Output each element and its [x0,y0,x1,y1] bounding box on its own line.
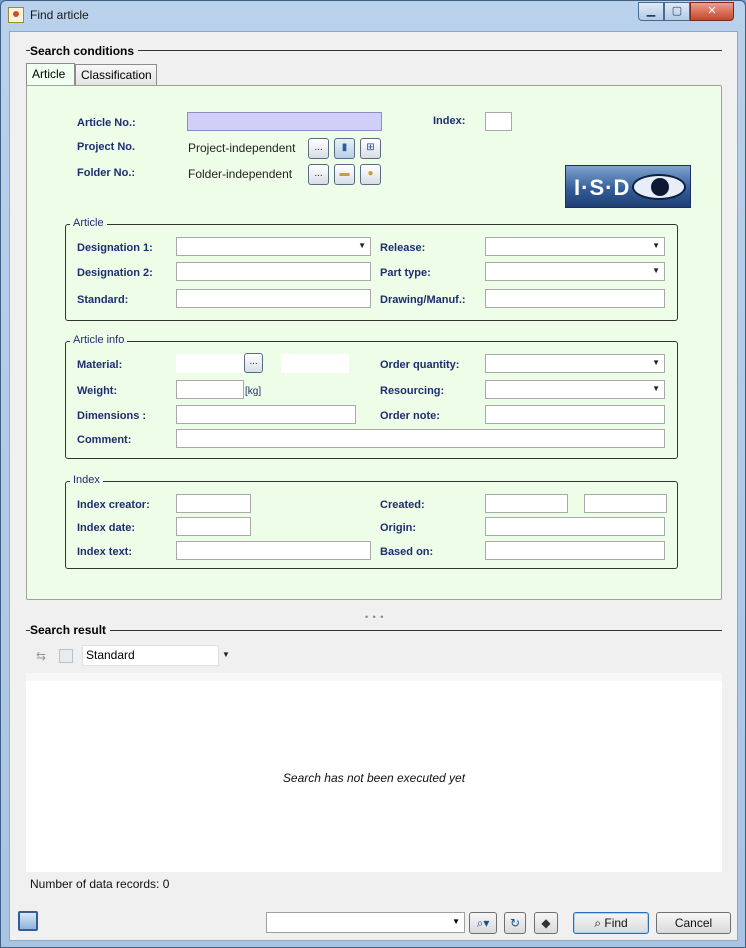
material-extra-input[interactable] [281,354,349,373]
weight-input[interactable] [176,380,244,399]
result-empty-message: Search has not been executed yet [282,771,466,785]
article-info-group-title: Article info [70,334,127,346]
close-button[interactable]: ✕ [690,2,734,21]
folder-no-label: Folder No.: [77,167,136,179]
tab-article[interactable]: Article [26,63,75,86]
eye-icon [632,174,686,200]
origin-input[interactable] [485,517,665,536]
weight-unit: [kg] [245,386,262,397]
material-browse-button[interactable]: ... [244,353,263,373]
material-label: Material: [77,359,123,371]
refresh-icon[interactable]: ↻ [504,912,526,934]
find-label: Find [604,916,628,930]
standard-label: Standard: [77,294,129,306]
article-panel [26,85,722,600]
project-browse-button[interactable]: ... [308,138,329,159]
eraser-icon[interactable]: ◆ [534,912,558,934]
index-group-title: Index [70,474,103,486]
resourcing-label: Resourcing: [380,385,445,397]
index-date-input[interactable] [176,517,251,536]
folder-tree-icon[interactable]: ● [360,164,381,185]
folder-browse-button[interactable]: ... [308,164,329,185]
article-no-label: Article No.: [77,117,136,129]
index-date-label: Index date: [77,522,136,534]
result-divider [26,630,722,631]
search-conditions-title: Search conditions [30,44,138,58]
index-creator-input[interactable] [176,494,251,513]
release-select[interactable] [485,237,665,256]
drawing-input[interactable] [485,289,665,308]
standard-input[interactable] [176,289,371,308]
part-type-label: Part type: [380,267,431,279]
index-creator-label: Index creator: [77,499,150,511]
swap-icon[interactable]: ⇆ [35,649,47,663]
based-on-input[interactable] [485,541,665,560]
order-note-label: Order note: [380,410,440,422]
result-toolbar [26,644,722,668]
drawing-label: Drawing/Manuf.: [380,294,466,306]
origin-label: Origin: [380,522,417,534]
order-quantity-label: Order quantity: [380,359,460,371]
article-group-title: Article [70,217,107,229]
window-icon[interactable] [18,911,38,931]
search-options-button[interactable]: ⌕▾ [469,912,497,934]
comment-input[interactable] [176,429,665,448]
index-text-input[interactable] [176,541,371,560]
title-bar[interactable] [1,1,745,29]
designation1-select[interactable] [176,237,371,256]
minimize-button[interactable]: ▁ [638,2,664,21]
search-result-title: Search result [30,623,110,637]
created-label: Created: [380,499,425,511]
designation2-label: Designation 2: [77,267,153,279]
part-type-select[interactable] [485,262,665,281]
designation2-input[interactable] [176,262,371,281]
folder-no-value: Folder-independent [188,167,293,181]
logo-wordmark: I·S·D [574,175,631,200]
article-no-input[interactable] [187,112,382,131]
material-input[interactable] [176,354,244,373]
comment-label: Comment: [77,434,132,446]
tab-classification[interactable]: Classification [75,64,157,85]
index-label: Index: [433,115,466,127]
find-button[interactable]: ⌕ Find [573,912,649,934]
order-note-input[interactable] [485,405,665,424]
result-list[interactable] [26,673,722,872]
project-no-value: Project-independent [188,141,296,155]
created-from-input[interactable] [485,494,568,513]
dimensions-label: Dimensions : [77,410,147,422]
view-select[interactable]: Standard [82,645,219,666]
resourcing-select[interactable] [485,380,665,399]
records-count: Number of data records: 0 [30,877,170,891]
project-no-label: Project No. [77,141,136,153]
export-icon[interactable] [59,649,73,663]
weight-label: Weight: [77,385,118,397]
splitter-handle[interactable]: • • • [365,612,385,622]
chevron-down-icon[interactable]: ▼ [222,650,230,659]
cancel-button[interactable]: Cancel [656,912,731,934]
bottom-bar [10,902,737,940]
based-on-label: Based on: [380,546,434,558]
project-book-icon[interactable]: ▮ [334,138,355,159]
dialog-client [9,31,738,941]
preset-select[interactable] [266,912,465,933]
designation1-label: Designation 1: [77,242,153,254]
maximize-button[interactable]: ▢ [664,2,690,21]
created-to-input[interactable] [584,494,667,513]
window-title: Find article [30,8,89,22]
dimensions-input[interactable] [176,405,356,424]
order-quantity-select[interactable] [485,354,665,373]
release-label: Release: [380,242,426,254]
isd-logo [565,165,691,208]
app-icon [8,7,24,23]
index-input[interactable] [485,112,512,131]
folder-icon[interactable]: ▬ [334,164,355,185]
index-text-label: Index text: [77,546,133,558]
project-tree-icon[interactable]: ⊞ [360,138,381,159]
